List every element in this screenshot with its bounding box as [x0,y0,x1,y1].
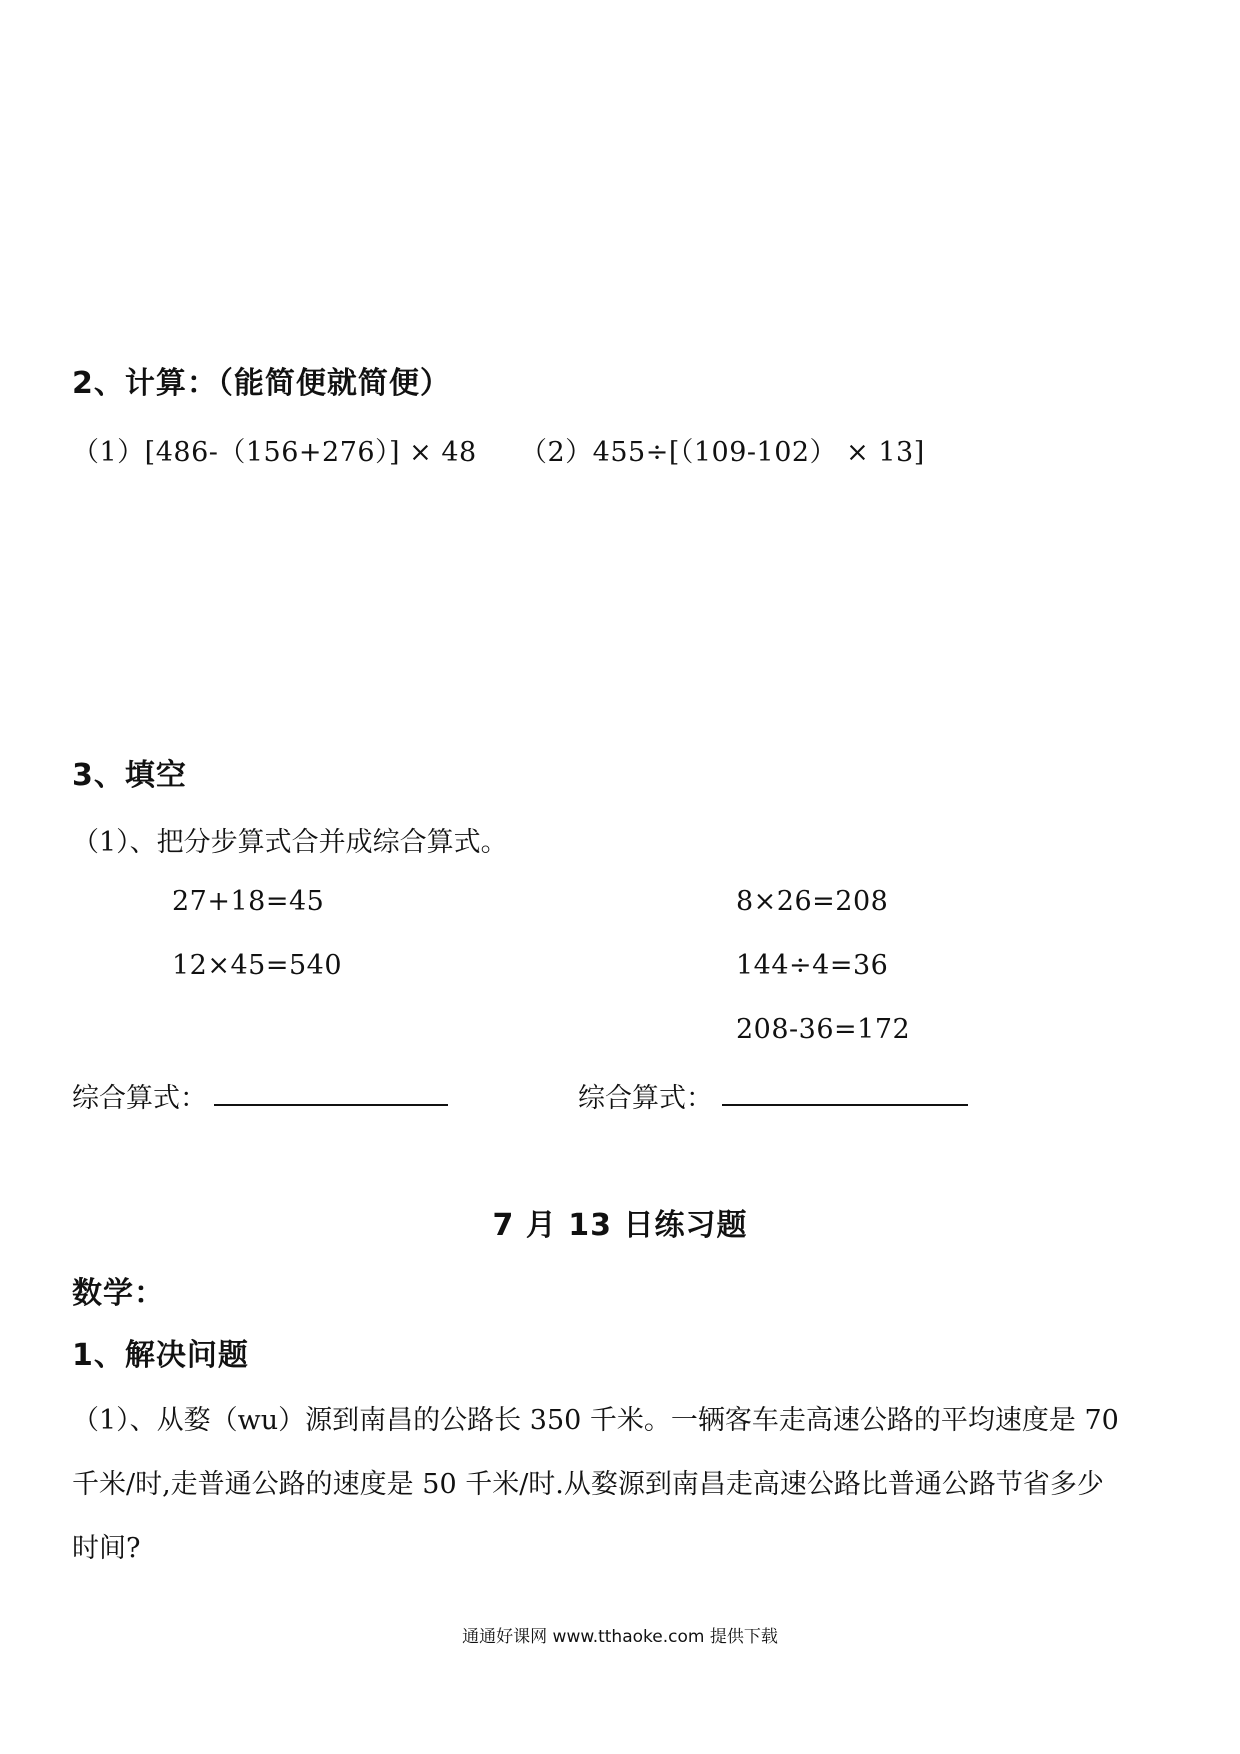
footer-credit: 通通好课网 www.tthaoke.com 提供下载 [462,1627,778,1647]
section1-heading: 1、解决问题 [72,1338,249,1373]
subject-label: 数学： [72,1276,165,1311]
problem-line-3: 时间? [72,1533,141,1564]
problem-line-2: 千米/时,走普通公路的速度是 50 千米/时.从婺源到南昌走高速公路比普通公路节省多少 [72,1469,1104,1500]
answer-label-left: 综合算式： [72,1083,207,1114]
answer-blank-left[interactable] [214,1104,448,1106]
left-step-2: 12×45=540 [172,950,342,981]
page-title: 7 月 13 日练习题 [492,1208,748,1243]
answer-blank-right[interactable] [722,1104,968,1106]
right-step-2: 144÷4=36 [736,950,889,981]
left-step-1: 27+18=45 [172,886,325,917]
calc-problem-1: （1）[486-（156+276）] × 48 [72,437,477,468]
section2-heading: 2、计算：（能简便就简便） [72,366,451,401]
answer-label-right: 综合算式： [578,1083,713,1114]
problem-line-1: （1）、从婺（wu）源到南昌的公路长 350 千米。一辆客车走高速公路的平均速度是 70 [72,1405,1119,1436]
right-step-3: 208-36=172 [736,1014,911,1045]
calc-problem-2: （2）455÷[（109-102） × 13] [520,437,925,468]
right-step-1: 8×26=208 [736,886,889,917]
section3-heading: 3、填空 [72,758,187,793]
fill-instruction: （1）、把分步算式合并成综合算式。 [72,827,508,858]
